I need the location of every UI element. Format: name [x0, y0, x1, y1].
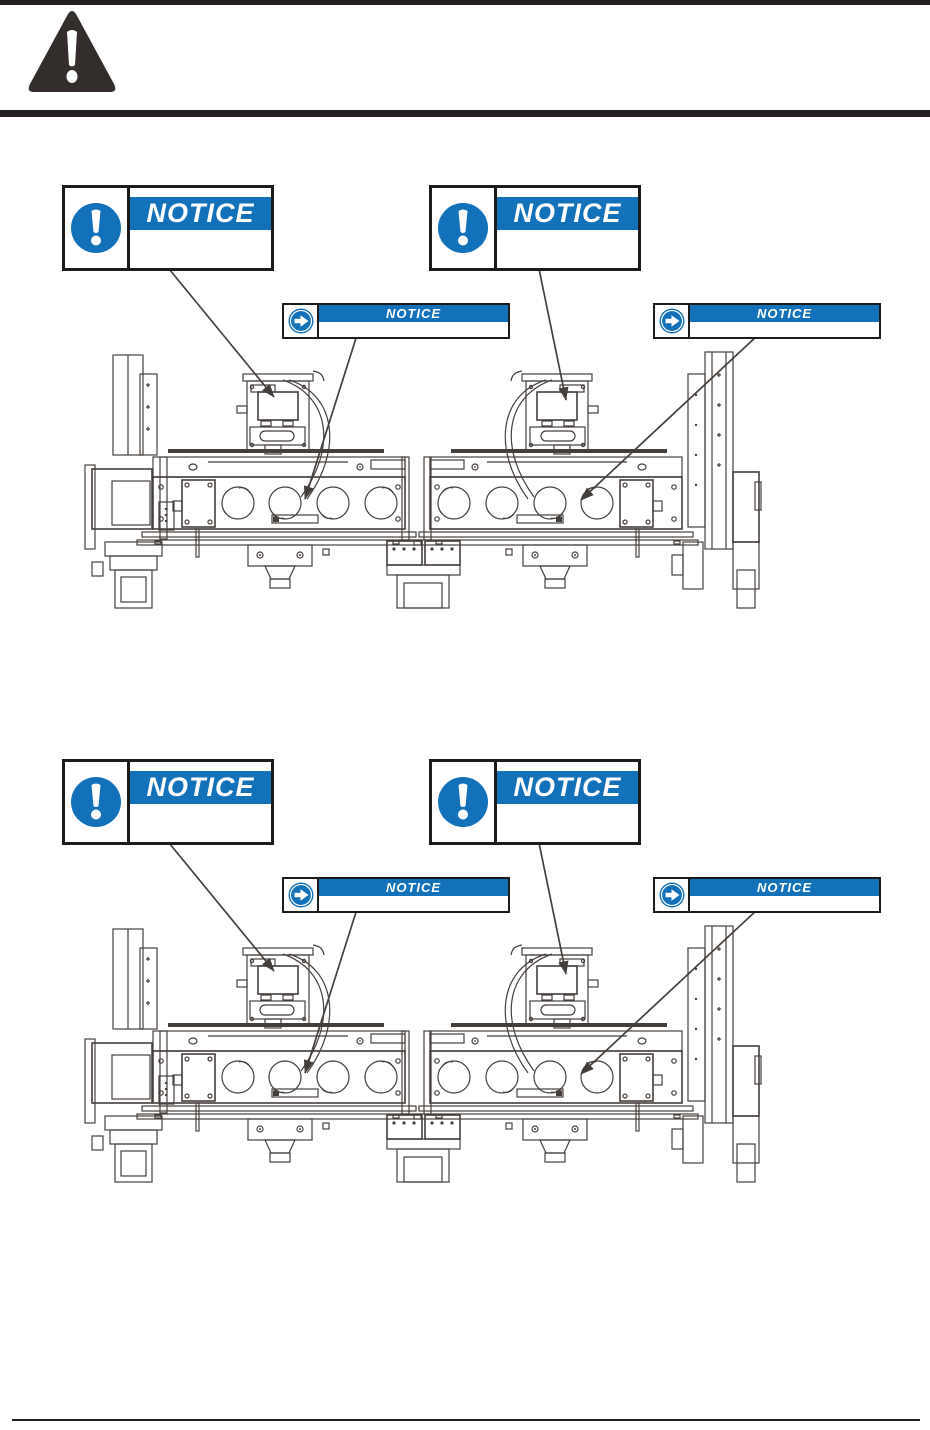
exclamation-icon	[65, 188, 130, 268]
leader-lines	[165, 264, 758, 500]
leader-line-head-right	[538, 838, 566, 974]
notice-title: NOTICE	[690, 305, 879, 322]
leader-lines	[165, 838, 758, 1074]
notice-label-strip-right	[653, 303, 881, 339]
notice-message-area	[690, 322, 879, 337]
notice-message-area	[319, 322, 508, 337]
diagram-section-top	[0, 185, 930, 635]
notice-label-strip-left	[282, 877, 510, 913]
notice-label-strip-left	[282, 303, 510, 339]
notice-title: NOTICE	[497, 197, 638, 230]
notice-message-area	[130, 804, 271, 842]
leader-line-head-left	[165, 838, 274, 971]
notice-message-area	[130, 230, 271, 268]
notice-label-big-right	[429, 759, 641, 845]
notice-label-big-right	[429, 185, 641, 271]
arrow-right-icon	[655, 879, 690, 911]
footer-rule	[12, 1419, 920, 1421]
notice-title: NOTICE	[130, 771, 271, 804]
machine-drawing	[85, 352, 761, 608]
notice-title: NOTICE	[497, 771, 638, 804]
notice-title: NOTICE	[130, 197, 271, 230]
notice-message-area	[497, 230, 638, 268]
notice-title: NOTICE	[319, 305, 508, 322]
notice-title: NOTICE	[319, 879, 508, 896]
notice-label-big-left	[62, 759, 274, 845]
exclamation-icon	[432, 762, 497, 842]
leader-line-head-right	[538, 264, 566, 400]
notice-label-big-left	[62, 185, 274, 271]
notice-message-area	[690, 896, 879, 911]
arrow-right-icon	[655, 305, 690, 337]
notice-label-strip-right	[653, 877, 881, 913]
top-rule-bar	[0, 0, 930, 5]
warning-triangle-icon	[26, 10, 118, 96]
machine-drawing	[85, 926, 761, 1182]
arrow-right-icon	[284, 305, 319, 337]
notice-message-area	[497, 804, 638, 842]
arrow-right-icon	[284, 879, 319, 911]
leader-line-beam-left	[305, 909, 357, 1073]
leader-line-beam-left	[305, 335, 357, 499]
exclamation-icon	[432, 188, 497, 268]
leader-line-beam-right	[581, 335, 758, 500]
notice-title: NOTICE	[690, 879, 879, 896]
header-divider-bar	[0, 110, 930, 117]
leader-line-head-left	[165, 264, 274, 397]
notice-message-area	[319, 896, 508, 911]
leader-line-beam-right	[581, 909, 758, 1074]
diagram-section-bottom	[0, 759, 930, 1209]
exclamation-icon	[65, 762, 130, 842]
